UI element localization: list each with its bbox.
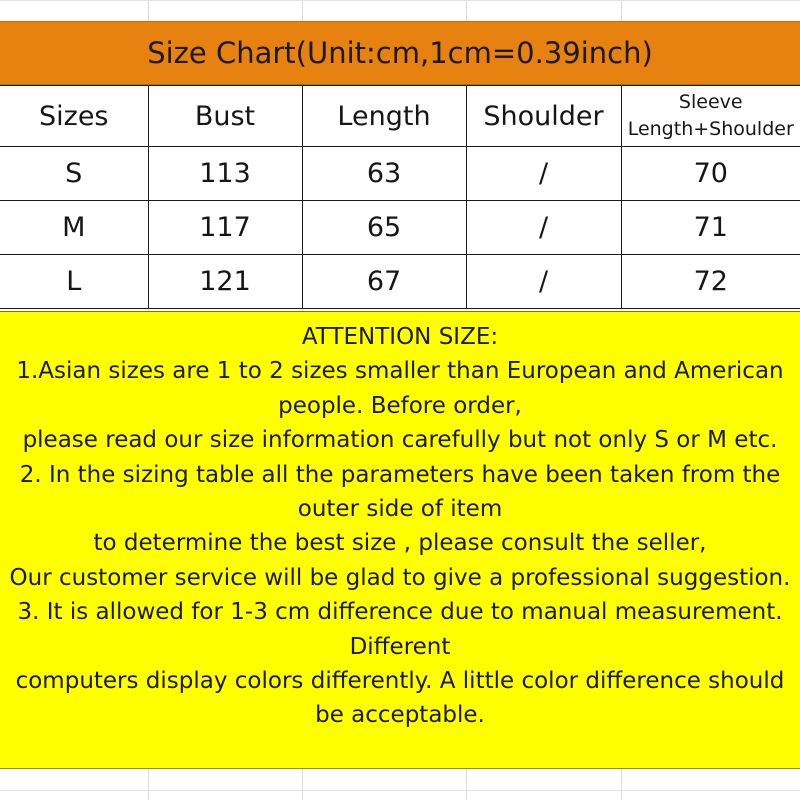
cell-shoulder: / [466,201,621,255]
column-header-bust: Bust [148,86,302,147]
cell-length: 65 [302,201,466,255]
cell-sleeve: 70 [621,147,800,201]
column-header-shoulder: Shoulder [466,86,621,147]
column-header-length: Length [302,86,466,147]
cell-sleeve: 71 [621,201,800,255]
notice-line: please read our size information carefully but not only S or M etc. [22,427,778,454]
cell-size: M [0,201,148,255]
cell-sleeve: 72 [621,255,800,309]
notice-line: computers display colors differently. A little color difference should [15,668,785,695]
table-row [0,255,800,309]
cell-size: L [0,255,148,309]
notice-line: Different [349,633,451,660]
cell-size: S [0,147,148,201]
column-header-sizes: Sizes [0,86,148,147]
attention-notice [0,311,800,769]
size-chart-title: Size Chart(Unit:cm,1cm=0.39inch) [0,21,800,85]
size-chart [0,21,800,309]
size-table [0,85,800,309]
cell-shoulder: / [466,255,621,309]
notice-line: 1.Asian sizes are 1 to 2 sizes smaller than European and American [16,358,784,385]
cell-bust: 121 [148,255,302,309]
cell-length: 67 [302,255,466,309]
cell-shoulder: / [466,147,621,201]
notice-line: people. Before order, [278,392,522,419]
notice-line: be acceptable. [315,702,485,729]
column-header-sleeve [621,86,800,147]
notice-heading: ATTENTION SIZE: [301,324,499,350]
column-header-sleeve-line2: Length+Shoulder [627,118,794,140]
cell-bust: 117 [148,201,302,255]
table-row [0,201,800,255]
notice-line: outer side of item [297,496,503,523]
notice-line: 2. In the sizing table all the parameters have been taken from the [19,461,781,488]
cell-length: 63 [302,147,466,201]
notice-line: to determine the best size , please consult the seller, [93,530,707,557]
cell-bust: 113 [148,147,302,201]
table-row [0,147,800,201]
table-header-row [0,86,800,147]
column-header-sleeve-line1: Sleeve [678,91,743,113]
notice-line: Our customer service will be glad to give a professional suggestion. [9,564,791,591]
notice-line: 3. It is allowed for 1-3 cm difference due to manual measurement. [17,599,783,626]
